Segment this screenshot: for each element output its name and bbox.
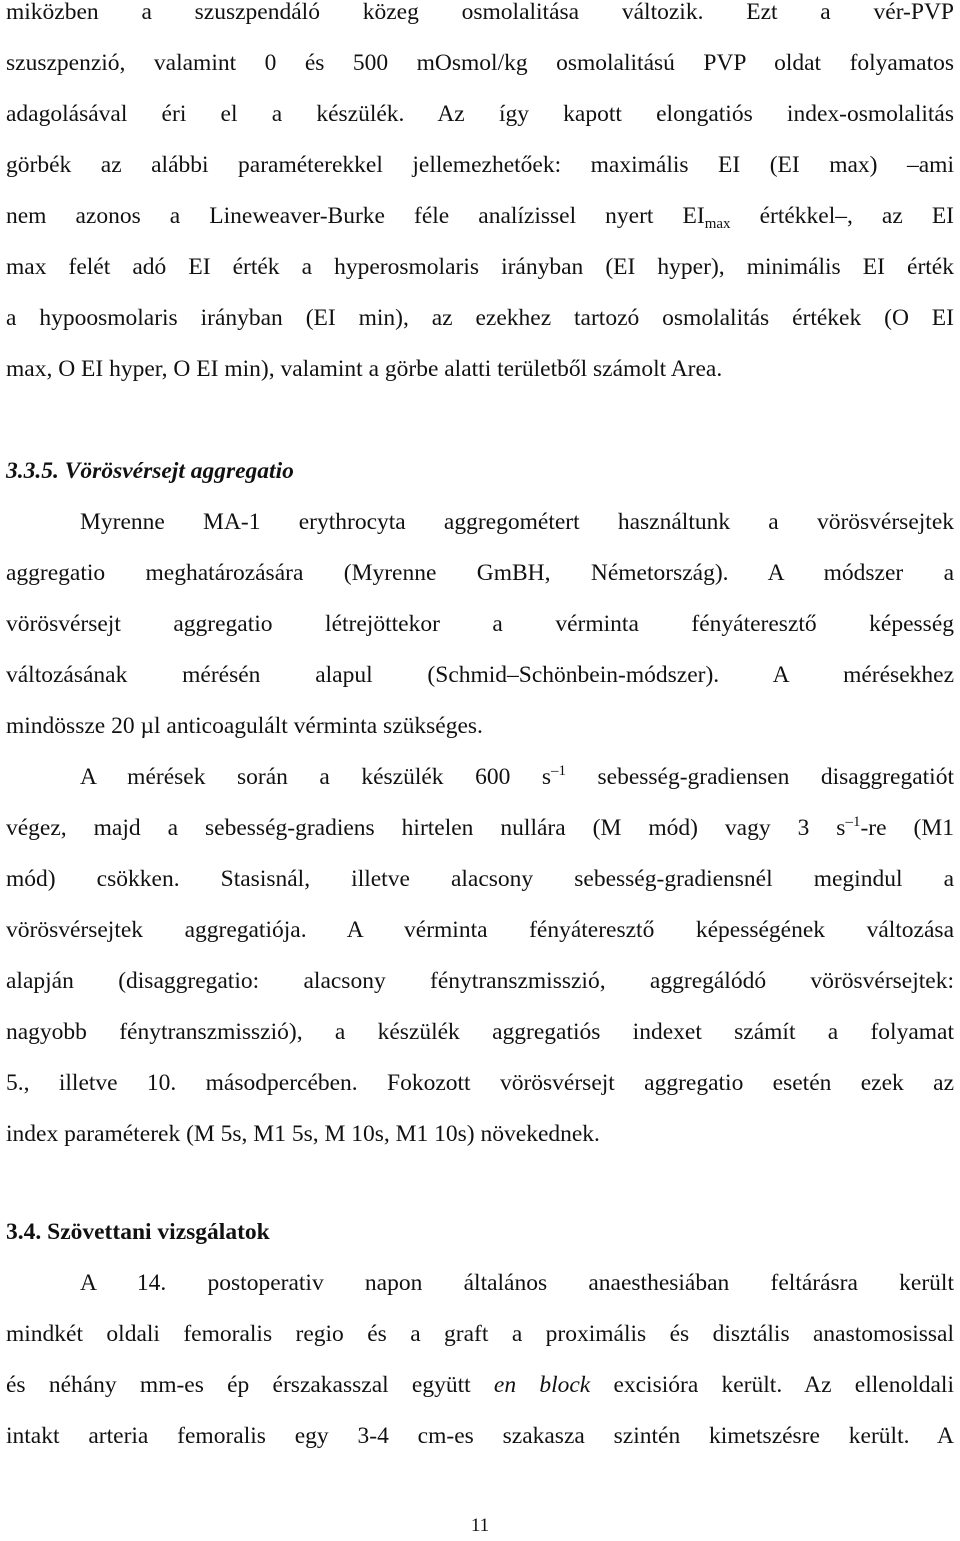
text-line: görbék az alábbi paraméterekkel jellemezhetőek: maximális EI (EI max) –ami bbox=[6, 152, 954, 178]
text-line: max felét adó EI érték a hyperosmolaris irányban (EI hyper), minimális EI érték bbox=[6, 254, 954, 280]
text-line: vörösvérsejtek aggregatiója. A vérminta fényáteresztő képességének változása bbox=[6, 917, 954, 943]
text-line-with-italic bbox=[6, 1370, 954, 1400]
text-line: max, O EI hyper, O EI min), valamint a görbe alatti területből számolt Area. bbox=[6, 356, 723, 382]
text-line-with-subscript bbox=[6, 201, 954, 234]
text-line: adagolásával éri el a készülék. Az így kapott elongatiós index-osmolalitás bbox=[6, 101, 954, 127]
section-number: 3.3.5. bbox=[6, 458, 59, 484]
text-segment: végez, majd a sebesség-gradiens hirtelen nullára (M mód) vagy 3 s bbox=[6, 815, 846, 841]
text-line: nagyobb fénytranszmisszió), a készülék aggregatiós indexet számít a folyamat bbox=[6, 1019, 954, 1045]
italic-term: en block bbox=[493, 1372, 591, 1398]
text-segment: -re (M1 bbox=[860, 815, 955, 841]
text-line: miközben a szuszpendáló közeg osmolalitása változik. Ezt a vér-PVP bbox=[6, 0, 954, 25]
text-line: alapján (disaggregatio: alacsony fénytranszmisszió, aggregálódó vörösvérsejtek: bbox=[6, 968, 954, 994]
text-line: változásának mérésén alapul (Schmid–Schönbein-módszer). A mérésekhez bbox=[6, 662, 954, 688]
superscript: –1 bbox=[845, 814, 861, 830]
text-line: a hypoosmolaris irányban (EI min), az ezekhez tartozó osmolalitás értékek (O EI bbox=[6, 305, 954, 331]
text-line: 5., illetve 10. másodpercében. Fokozott vörösvérsejt aggregatio esetén ezek az bbox=[6, 1070, 954, 1096]
text-line: mód) csökken. Stasisnál, illetve alacsony sebesség-gradiensnél megindul a bbox=[6, 866, 954, 892]
section-title: Vörösvérsejt aggregatio bbox=[64, 458, 294, 484]
section-heading: 3.4. Szövettani vizsgálatok bbox=[6, 1219, 270, 1245]
text-line: mindössze 20 µl anticoagulált vérminta szükséges. bbox=[6, 713, 483, 739]
text-line: vörösvérsejt aggregatio létrejöttekor a vérminta fényáteresztő képesség bbox=[6, 611, 954, 637]
text-line: mindkét oldali femoralis regio és a graft a proximális és disztális anastomosissal bbox=[6, 1321, 954, 1347]
text-line-with-superscript bbox=[6, 762, 954, 795]
text-line: A 14. postoperativ napon általános anaesthesiában feltárásra került bbox=[80, 1270, 954, 1296]
page-number: 11 bbox=[470, 1515, 490, 1536]
superscript: –1 bbox=[550, 763, 566, 779]
subscript: max bbox=[704, 216, 731, 232]
text-line: index paraméterek (M 5s, M1 5s, M 10s, M1 10s) növekednek. bbox=[6, 1121, 600, 1147]
text-segment: A mérések során a készülék 600 s bbox=[80, 764, 551, 790]
text-segment: értékkel–, az EI bbox=[730, 203, 954, 229]
text-segment: és néhány mm-es ép érszakasszal együtt bbox=[6, 1372, 494, 1398]
text-line-with-superscript bbox=[6, 813, 954, 846]
text-line: intakt arteria femoralis egy 3-4 cm-es szakasza szintén kimetszésre került. A bbox=[6, 1423, 954, 1449]
text-segment: nem azonos a Lineweaver-Burke féle analízissel nyert EI bbox=[6, 203, 705, 229]
text-line: szuszpenzió, valamint 0 és 500 mOsmol/kg osmolalitású PVP oldat folyamatos bbox=[6, 50, 954, 76]
section-heading bbox=[6, 456, 954, 486]
text-segment: excisióra került. Az ellenoldali bbox=[590, 1372, 954, 1398]
text-line: Myrenne MA-1 erythrocyta aggregométert használtunk a vörösvérsejtek bbox=[80, 509, 954, 535]
text-segment: sebesség-gradiensen disaggregatiót bbox=[565, 764, 954, 790]
text-line: aggregatio meghatározására (Myrenne GmBH, Németország). A módszer a bbox=[6, 560, 954, 586]
